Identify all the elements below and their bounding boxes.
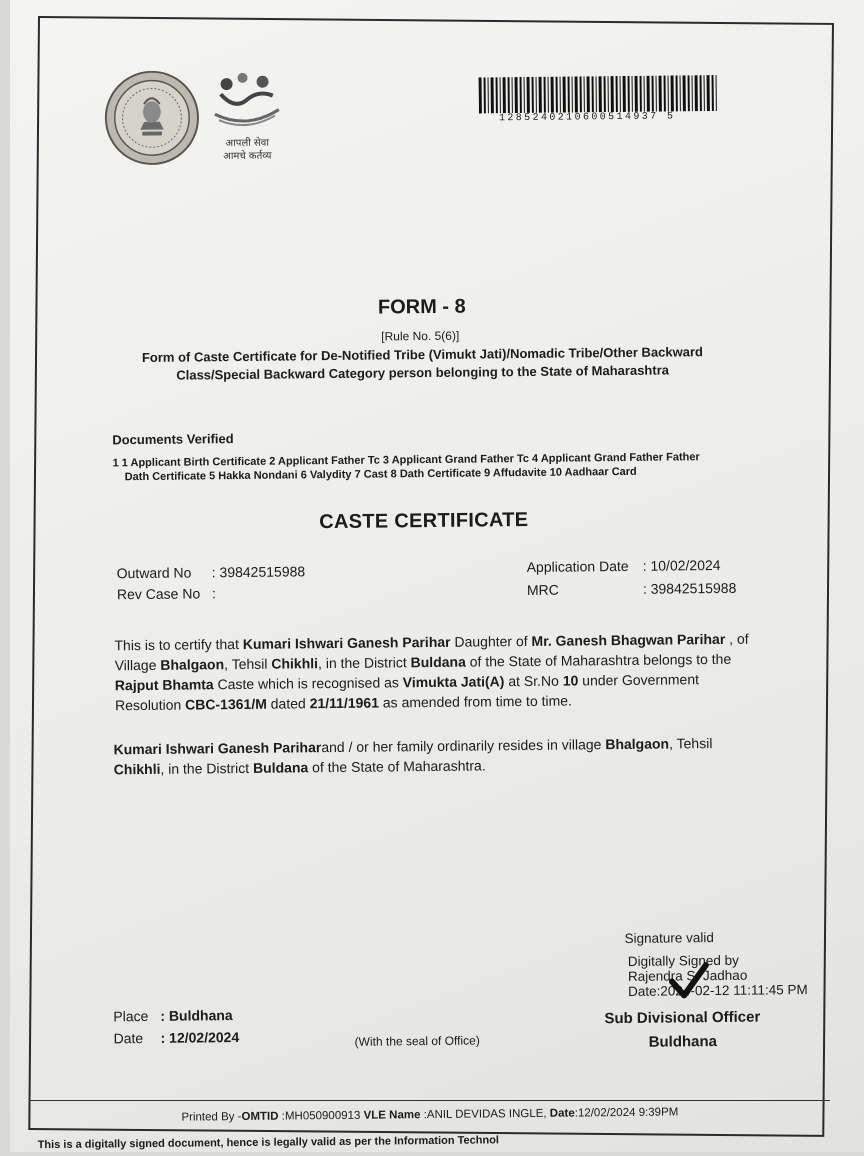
p1-text: Caste which is recognised as	[213, 674, 403, 693]
hands-logo-icon	[206, 69, 287, 132]
barcode-bar	[488, 77, 489, 113]
omtid-value: :MH050900913	[278, 1109, 364, 1123]
application-date-value: : 10/02/2024	[642, 556, 721, 574]
form-subtitle-line-2: Class/Special Backward Category person belonging to the State of Maharashtra	[176, 362, 670, 383]
signature-valid-checkmark-icon	[668, 961, 710, 1003]
documents-list	[112, 450, 752, 485]
barcode-bar	[712, 75, 714, 111]
barcode-bar	[536, 77, 537, 113]
barcode-bar	[671, 75, 674, 111]
mrc-value: : 39842515988	[642, 579, 737, 597]
barcode-bar	[676, 75, 678, 111]
barcode-bar	[623, 76, 626, 112]
place-label: Place	[113, 1007, 149, 1025]
barcode-bar	[479, 77, 482, 113]
barcode-bar	[484, 77, 486, 113]
outward-no-label: Outward No	[116, 564, 192, 582]
form-subtitle-line-1: Form of Caste Certificate for De-Notified Tribe (Vimukt Jati)/Nomadic Tribe/Other Backward	[141, 344, 704, 366]
barcode-bar	[659, 76, 662, 112]
barcode	[479, 75, 719, 114]
barcode-bar	[680, 75, 681, 111]
residence-paragraph	[113, 733, 763, 780]
p2-text: , Tehsil	[668, 735, 713, 752]
p2-text: and / or her family ordinarily resides in village	[321, 736, 606, 756]
barcode-bar	[632, 76, 633, 112]
logo-tagline-1: आपली सेवा	[225, 137, 269, 150]
barcode-bar	[688, 75, 690, 111]
district-name: Buldana	[410, 653, 466, 671]
certificate-title: CASTE CERTIFICATE	[319, 508, 529, 534]
p1-text: under Government Resolution	[115, 671, 700, 714]
rev-case-label: Rev Case No	[116, 585, 201, 603]
certification-paragraph	[114, 629, 765, 716]
barcode-bar	[556, 77, 558, 113]
barcode-bar	[704, 75, 705, 111]
barcode-bar	[668, 75, 669, 111]
barcode-bar	[508, 77, 510, 113]
barcode-bar	[532, 77, 534, 113]
barcode-bar	[695, 75, 698, 111]
date-label: Date	[113, 1030, 144, 1047]
form-title: FORM - 8	[377, 295, 466, 319]
barcode-bar	[640, 76, 642, 112]
barcode-bar	[544, 77, 546, 113]
barcode-bar	[707, 75, 710, 111]
barcode-bar	[568, 77, 570, 113]
place-value: : Buldhana	[160, 1007, 233, 1024]
logo-tagline-2: आमचे कर्तव्य	[223, 150, 272, 163]
signature-valid: Signature valid	[624, 930, 714, 946]
signed-by-line: Digitally Signed by	[627, 952, 739, 969]
barcode-bar	[560, 77, 561, 113]
tehsil-name: Chikhli	[113, 760, 161, 778]
caste-category: Vimukta Jati(A)	[402, 673, 505, 691]
barcode-bar	[587, 76, 590, 112]
barcode-bar	[563, 77, 566, 113]
barcode-bar	[628, 76, 630, 112]
caste-name: Rajput Bhamta	[114, 676, 214, 694]
barcode-bar	[635, 76, 638, 112]
barcode-bar	[692, 75, 693, 111]
outward-no-value: : 39842515988	[211, 563, 306, 581]
barcode-bar	[572, 76, 573, 112]
digital-sign-note: This is a digitally signed document, hence is legally valid as per the Information Technol	[37, 1134, 500, 1152]
p1-text: as amended from time to time.	[378, 692, 572, 711]
barcode-bar	[656, 76, 657, 112]
barcode-bar	[683, 75, 686, 111]
aaple-sarkar-logo	[206, 69, 287, 170]
p2-text: of the State of Maharashtra.	[308, 757, 486, 776]
barcode-bar	[604, 76, 606, 112]
father-name: Mr. Ganesh Bhagwan Parihar	[531, 630, 726, 649]
application-date-label: Application Date	[526, 557, 629, 575]
tehsil-name: Chikhli	[271, 655, 319, 672]
p2-text: , in the District	[160, 759, 254, 777]
resolution-number: CBC-1361/M	[185, 695, 267, 713]
barcode-bar	[608, 76, 609, 112]
seal-note: (With the seal of Office)	[354, 1033, 480, 1049]
barcode-bar	[584, 76, 585, 112]
barcode-bar	[539, 77, 542, 113]
barcode-bar	[524, 77, 525, 113]
barcode-bar	[620, 76, 621, 112]
printed-date-label: Date	[549, 1107, 575, 1120]
barcode-bar	[647, 76, 650, 112]
village-name: Bhalgaon	[605, 735, 670, 753]
printed-prefix: Printed By -	[181, 1111, 242, 1124]
barcode-bar	[491, 77, 494, 113]
barcode-bar	[652, 76, 654, 112]
rev-case-value: :	[211, 585, 216, 602]
barcode-bar	[548, 77, 549, 113]
barcode-bar	[500, 77, 501, 113]
vle-value: :ANIL DEVIDAS INGLE,	[420, 1107, 550, 1122]
p1-text: This is to certify that	[114, 635, 243, 654]
barcode-bar	[503, 77, 506, 113]
district-name: Buldana	[252, 759, 309, 776]
barcode-bar	[664, 76, 666, 112]
printed-date-value: :12/02/2024 9:39PM	[574, 1106, 679, 1120]
p1-text: Daughter of	[450, 632, 532, 650]
p1-text: , Tehsil	[224, 655, 272, 673]
barcode-bar	[592, 76, 594, 112]
barcode-bar	[596, 76, 597, 112]
omtid-label: OMTID	[241, 1110, 279, 1124]
barcode-bar	[700, 75, 702, 111]
barcode-bar	[512, 77, 513, 113]
documents-heading: Documents Verified	[112, 431, 234, 448]
officer-title: Sub Divisional Officer	[604, 1008, 761, 1028]
documents-line-2: Dath Certificate 5 Hakka Nondani 6 Valydity 7 Cast 8 Dath Certificate 9 Affudavite 10 Aadhaar Card	[124, 465, 637, 484]
officer-place: Buldhana	[648, 1033, 718, 1051]
mrc-label: MRC	[526, 581, 559, 598]
printed-by-line	[181, 1106, 678, 1123]
barcode-bar	[716, 75, 717, 111]
p1-text: , of Village	[114, 630, 749, 674]
applicant-name: Kumari Ishwari Ganesh Parihar	[113, 739, 322, 758]
p1-text: at Sr.No	[504, 672, 563, 690]
village-name: Bhalgaon	[160, 656, 225, 673]
signature-block	[628, 952, 808, 999]
barcode-bar	[644, 76, 645, 112]
p1-text: of the State of Maharashtra belongs to the	[465, 650, 732, 670]
serial-number: 10	[562, 672, 579, 689]
barcode-bar	[599, 76, 602, 112]
barcode-bar	[580, 76, 582, 112]
barcode-bar	[551, 77, 554, 113]
barcode-bar	[496, 77, 498, 113]
barcode-bar	[515, 77, 518, 113]
resolution-date: 21/11/1961	[309, 694, 380, 712]
p1-text: , in the District	[317, 654, 411, 672]
signer-name: Rajendra S. Jadhao	[627, 967, 748, 984]
signature-date: Date:2024-02-12 11:11:45 PM	[628, 982, 808, 999]
barcode-bar	[575, 76, 578, 112]
barcode-number: 1285240210600514937 5	[498, 111, 676, 125]
barcode-bar	[520, 77, 522, 113]
p1-text: dated	[266, 695, 310, 712]
documents-line-1: 1 1 Applicant Birth Certificate 2 Applicant Father Tc 3 Applicant Grand Father Tc 4 Applicant Grand Father Father	[112, 451, 700, 470]
barcode-bar	[611, 76, 614, 112]
date-value: : 12/02/2024	[160, 1029, 240, 1046]
maharashtra-seal-icon	[102, 68, 201, 167]
barcode-bar	[616, 76, 618, 112]
vle-label: VLE Name	[363, 1109, 421, 1122]
rule-number: [Rule No. 5(6)]	[381, 328, 460, 344]
barcode-bar	[527, 77, 530, 113]
form-subtitle	[97, 343, 747, 386]
applicant-name: Kumari Ishwari Ganesh Parihar	[242, 633, 451, 652]
